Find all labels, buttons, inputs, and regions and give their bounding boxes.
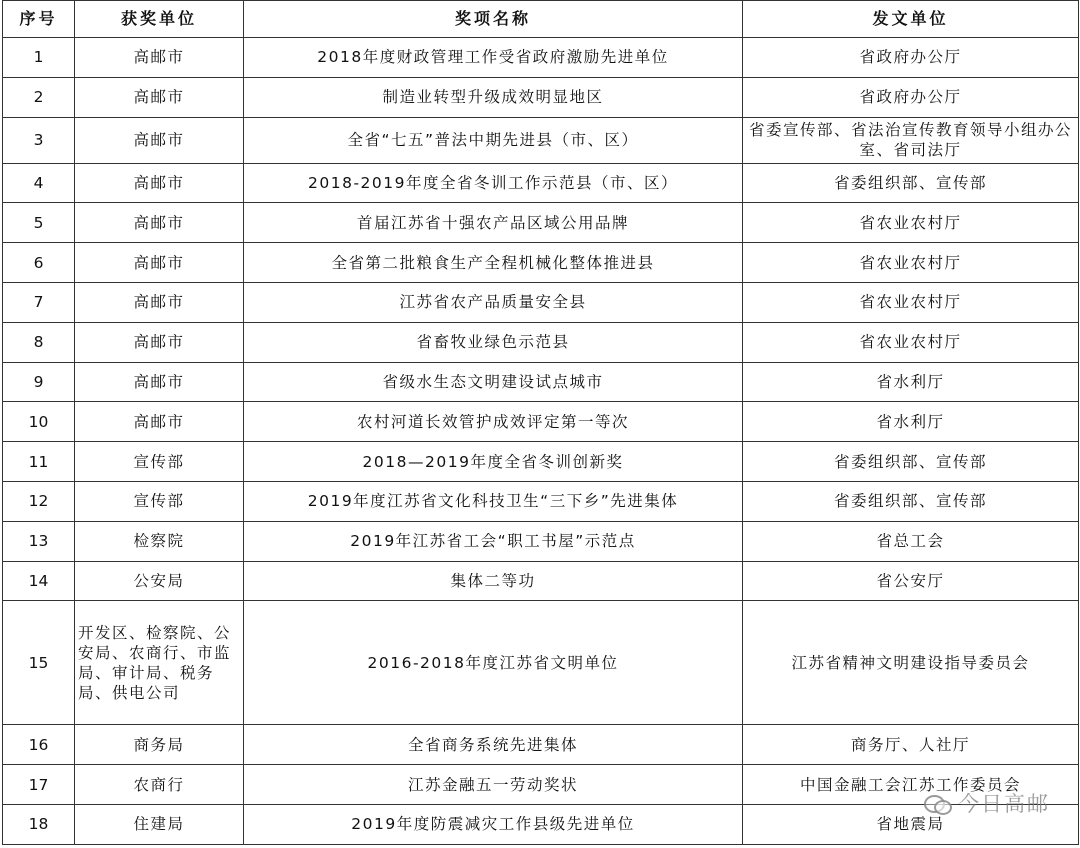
cell-no: 9: [3, 362, 75, 402]
cell-issuer: 省政府办公厅: [743, 38, 1079, 78]
cell-unit: 高邮市: [75, 77, 244, 117]
cell-award: 2018—2019年度全省冬训创新奖: [244, 442, 743, 482]
cell-award: 首届江苏省十强农产品区域公用品牌: [244, 203, 743, 243]
cell-unit: 高邮市: [75, 38, 244, 78]
cell-award: 制造业转型升级成效明显地区: [244, 77, 743, 117]
cell-award: 江苏金融五一劳动奖状: [244, 765, 743, 805]
table-row: [3, 601, 1079, 725]
cell-unit: 高邮市: [75, 402, 244, 442]
cell-issuer: 省农业农村厅: [743, 203, 1079, 243]
cell-issuer: 省委组织部、宣传部: [743, 163, 1079, 203]
cell-unit: 宣传部: [75, 442, 244, 482]
cell-no: 16: [3, 725, 75, 765]
table-row: [3, 442, 1079, 482]
cell-unit: 高邮市: [75, 163, 244, 203]
cell-award: 2018年度财政管理工作受省政府激励先进单位: [244, 38, 743, 78]
table-row: [3, 203, 1079, 243]
header-unit: 获奖单位: [75, 1, 244, 38]
cell-no: 2: [3, 77, 75, 117]
cell-unit: 高邮市: [75, 282, 244, 322]
cell-award: 省畜牧业绿色示范县: [244, 322, 743, 362]
cell-award: 2019年度江苏省文化科技卫生“三下乡”先进集体: [244, 481, 743, 521]
table-row: [3, 481, 1079, 521]
header-row: [3, 1, 1079, 38]
table-row: [3, 163, 1079, 203]
cell-no: 14: [3, 561, 75, 601]
cell-award: 全省商务系统先进集体: [244, 725, 743, 765]
cell-unit: 高邮市: [75, 117, 244, 163]
cell-no: 4: [3, 163, 75, 203]
cell-no: 12: [3, 481, 75, 521]
cell-no: 17: [3, 765, 75, 805]
cell-award: 2016-2018年度江苏省文明单位: [244, 601, 743, 725]
cell-issuer: 中国金融工会江苏工作委员会: [743, 765, 1079, 805]
cell-unit: 开发区、检察院、公安局、农商行、市监局、审计局、税务局、供电公司: [75, 601, 244, 725]
table-row: [3, 804, 1079, 844]
cell-issuer: 省委组织部、宣传部: [743, 481, 1079, 521]
cell-issuer: 省委组织部、宣传部: [743, 442, 1079, 482]
cell-no: 15: [3, 601, 75, 725]
table-row: [3, 521, 1079, 561]
cell-issuer: 江苏省精神文明建设指导委员会: [743, 601, 1079, 725]
table-row: [3, 282, 1079, 322]
cell-award: 全省“七五”普法中期先进县（市、区）: [244, 117, 743, 163]
cell-no: 7: [3, 282, 75, 322]
cell-no: 18: [3, 804, 75, 844]
table-row: [3, 561, 1079, 601]
cell-issuer: 省农业农村厅: [743, 322, 1079, 362]
header-issuer: 发文单位: [743, 1, 1079, 38]
cell-no: 1: [3, 38, 75, 78]
cell-issuer: 省农业农村厅: [743, 282, 1079, 322]
cell-unit: 商务局: [75, 725, 244, 765]
cell-issuer: 省公安厅: [743, 561, 1079, 601]
watermark-text: 今日高邮: [958, 792, 1050, 816]
cell-no: 13: [3, 521, 75, 561]
table-row: [3, 77, 1079, 117]
table-row: [3, 38, 1079, 78]
cell-unit: 检察院: [75, 521, 244, 561]
cell-unit: 高邮市: [75, 322, 244, 362]
cell-no: 5: [3, 203, 75, 243]
watermark: [924, 788, 1050, 818]
cell-award: 农村河道长效管护成效评定第一等次: [244, 402, 743, 442]
wechat-icon: [924, 792, 952, 814]
table-row: [3, 362, 1079, 402]
header-award: 奖项名称: [244, 1, 743, 38]
table-row: [3, 243, 1079, 283]
cell-unit: 宣传部: [75, 481, 244, 521]
awards-table: [2, 0, 1079, 845]
cell-issuer: 省农业农村厅: [743, 243, 1079, 283]
table-row: [3, 322, 1079, 362]
cell-award: 集体二等功: [244, 561, 743, 601]
cell-issuer: 省委宣传部、省法治宣传教育领导小组办公室、省司法厅: [743, 117, 1079, 163]
cell-award: 省级水生态文明建设试点城市: [244, 362, 743, 402]
cell-award: 2019年度防震减灾工作县级先进单位: [244, 804, 743, 844]
cell-no: 10: [3, 402, 75, 442]
table-row: [3, 765, 1079, 805]
cell-award: 2018-2019年度全省冬训工作示范县（市、区）: [244, 163, 743, 203]
cell-unit: 高邮市: [75, 203, 244, 243]
cell-award: 全省第二批粮食生产全程机械化整体推进县: [244, 243, 743, 283]
cell-issuer: 省地震局: [743, 804, 1079, 844]
cell-unit: 公安局: [75, 561, 244, 601]
cell-award: 2019年江苏省工会“职工书屋”示范点: [244, 521, 743, 561]
cell-no: 8: [3, 322, 75, 362]
cell-no: 3: [3, 117, 75, 163]
table-row: [3, 402, 1079, 442]
cell-issuer: 省水利厅: [743, 362, 1079, 402]
cell-unit: 高邮市: [75, 243, 244, 283]
cell-unit: 农商行: [75, 765, 244, 805]
header-no: 序号: [3, 1, 75, 38]
cell-award: 江苏省农产品质量安全县: [244, 282, 743, 322]
cell-issuer: 省总工会: [743, 521, 1079, 561]
cell-no: 6: [3, 243, 75, 283]
cell-unit: 高邮市: [75, 362, 244, 402]
cell-issuer: 省水利厅: [743, 402, 1079, 442]
table-row: [3, 725, 1079, 765]
table-row: [3, 117, 1079, 163]
cell-no: 11: [3, 442, 75, 482]
cell-unit: 住建局: [75, 804, 244, 844]
cell-issuer: 商务厅、人社厅: [743, 725, 1079, 765]
cell-issuer: 省政府办公厅: [743, 77, 1079, 117]
